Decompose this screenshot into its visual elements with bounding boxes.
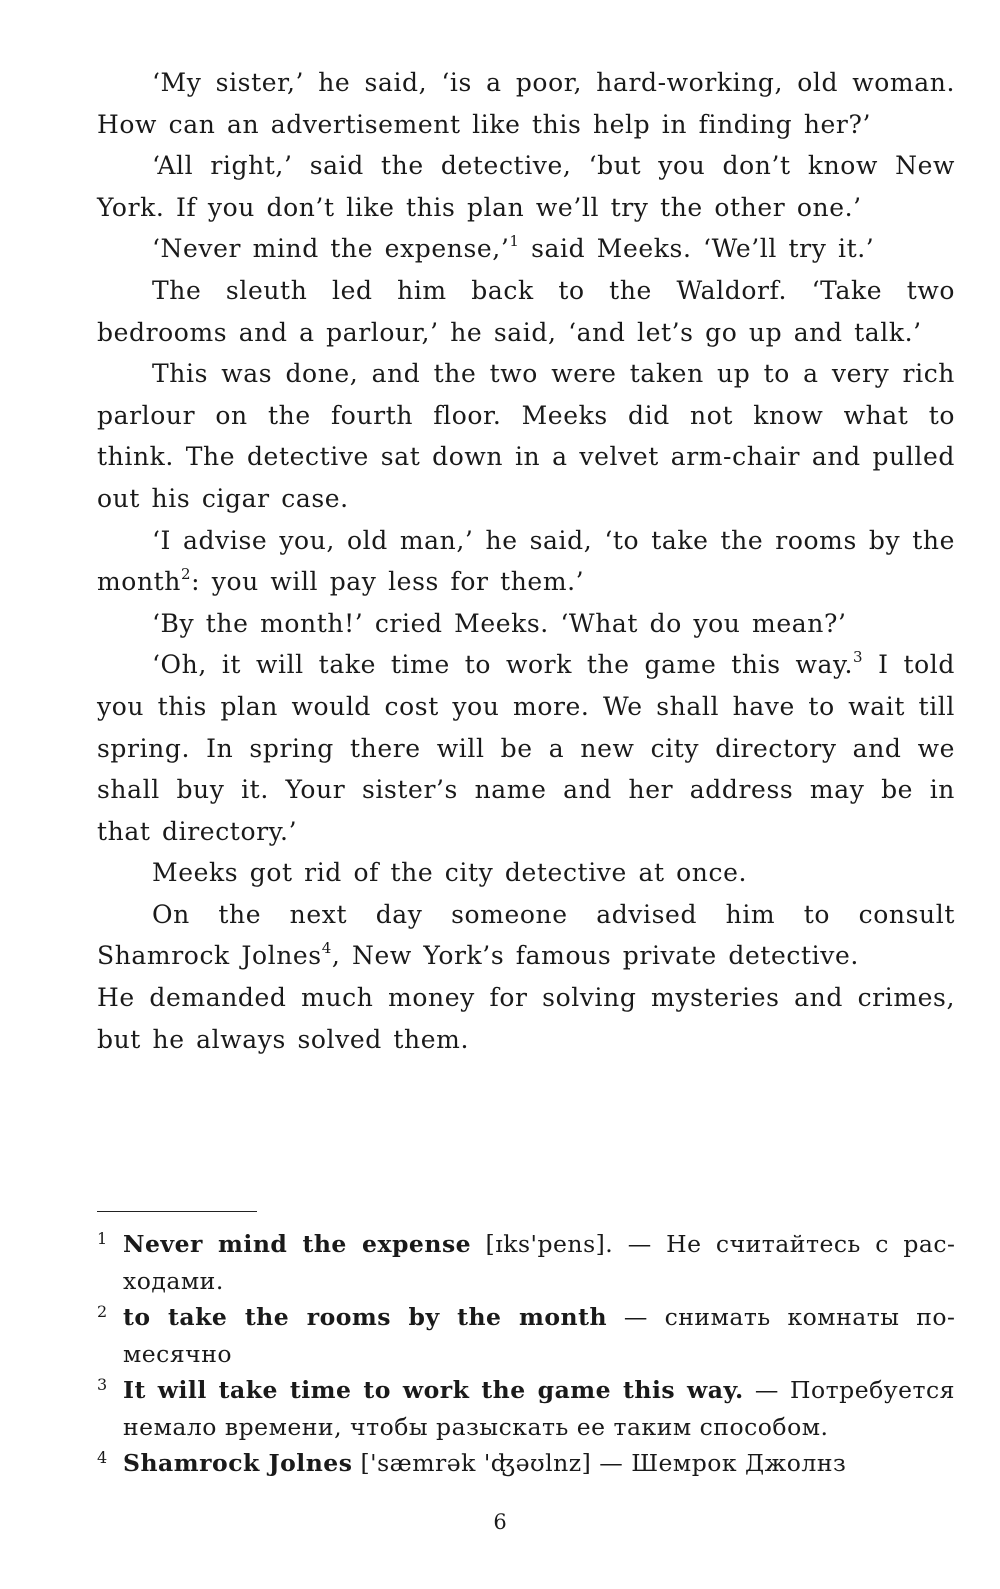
footnote-ref[interactable]: 3	[853, 647, 864, 666]
paragraph	[97, 894, 955, 977]
paragraph-text: : you will pay less for them.’	[191, 567, 585, 597]
paragraph	[97, 520, 955, 603]
footnote-number: 1	[97, 1229, 108, 1248]
footnote-text: — Потребуется немало времени, чтобы разыскать ее таким способом.	[123, 1376, 955, 1441]
paragraph-text: On the next day someone advised him to consult Shamrock Jolnes	[97, 899, 955, 971]
paragraph: ‘All right,’ said the detective, ‘but you don’t know New York. If you don’t like this plan we’ll try the other one.’	[97, 151, 955, 222]
paragraph-text: I told you this plan would cost you more. We shall have to wait till spring. In spring there will be a new city directory and we shall buy it. Your sister’s name and her address may be in that directory.’	[97, 650, 955, 846]
paragraph: The sleuth led him back to the Waldorf. ‘Take two bedrooms and a parlour,’ he said, ‘and let’s go up and talk.’	[97, 275, 955, 347]
paragraph: This was done, and the two were taken up to a very rich parlour on the fourth floor. Meeks did not know what to think. The detective sat down in a velvet arm-chair and pulled out his cigar case.	[97, 359, 955, 513]
paragraph: ‘My sister,’ he said, ‘is a poor, hard-working, old woman. How can an advertisement like this help in finding her?’	[97, 68, 955, 139]
footnotes	[97, 1226, 955, 1482]
paragraph	[97, 228, 955, 270]
footnote-divider	[97, 1211, 257, 1212]
page-number: 6	[493, 1510, 507, 1534]
paragraph: Meeks got rid of the city detective at once.	[152, 858, 748, 888]
footnote-ref[interactable]: 4	[321, 939, 332, 958]
footnote-ref[interactable]: 1	[509, 232, 520, 251]
footnote-term: Never mind the expense	[123, 1230, 472, 1258]
footnote-number: 4	[97, 1448, 108, 1467]
paragraph-text: , New York’s famous private detective.	[331, 941, 859, 971]
footnote-term: to take the rooms by the month	[123, 1303, 608, 1331]
footnote-item	[97, 1445, 955, 1482]
paragraph: He demanded much money for solving mysteries and crimes, but he always solved them.	[97, 983, 955, 1054]
paragraph-text: ‘Never mind the expense,’	[152, 234, 510, 264]
paragraph-text: ‘Oh, it will take time to work the game this way.	[152, 650, 854, 680]
footnote-term: Shamrock Jolnes	[123, 1449, 353, 1477]
paragraph	[97, 644, 955, 852]
footnote-item	[97, 1226, 955, 1299]
footnote-text: [ɪks'pens]. — Не считайтесь с расходами.	[123, 1230, 955, 1295]
footnote-ref[interactable]: 2	[181, 564, 192, 583]
footnote-item	[97, 1299, 955, 1372]
footnote-item	[97, 1372, 955, 1445]
footnote-text: — снимать комнаты помесячно	[123, 1303, 955, 1368]
paragraph-text: ‘I advise you, old man,’ he said, ‘to take the rooms by the month	[97, 525, 955, 597]
footnote-text: ['sæmrək 'ʤəʊlnz] — Шемрок Джолнз	[352, 1449, 847, 1477]
paragraph-text: said Meeks. ‘We’ll try it.’	[519, 234, 875, 264]
footnote-term: It will take time to work the game this way.	[123, 1376, 744, 1404]
main-text	[97, 62, 955, 1060]
paragraph: ‘By the month!’ cried Meeks. ‘What do you mean?’	[152, 608, 847, 638]
footnote-number: 3	[97, 1375, 108, 1394]
footnote-number: 2	[97, 1302, 108, 1321]
